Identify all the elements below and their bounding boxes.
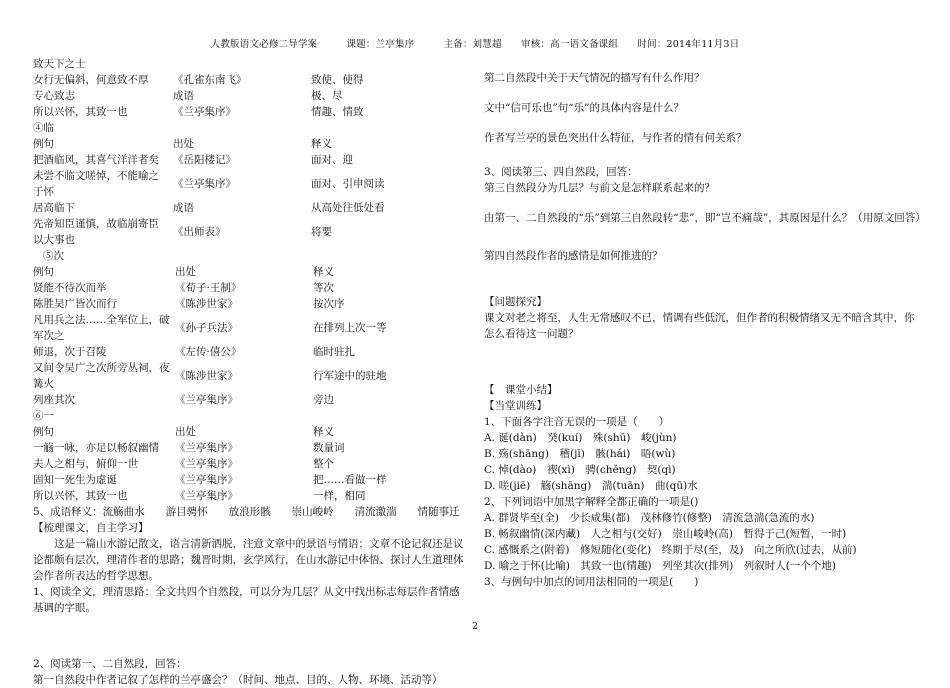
section-heading: ⑥一 xyxy=(33,410,54,422)
question-1: 1、阅读全文，理清思路：全文共四个自然段，可以分为几层？从文中找出标志每层作者情感基调的字眼。 xyxy=(33,586,460,614)
option-c: C. 感慨系之(附着) 修短随化(变化) 终期于尽(至，及) 向之所欣(过去，从前) xyxy=(484,544,857,556)
option-b: B. 畅叙幽情(深内藏) 人之相与(交好) 崇山峻岭(高) 暂得于己(短暂，一时) xyxy=(484,528,847,540)
option-c: C. 悼(dào) 禊(xì) 骋(chěng) 契(qì) xyxy=(484,464,676,476)
table-row: 专心致志 成语 极、尽 xyxy=(33,90,343,102)
page-number: 2 xyxy=(472,622,478,632)
question-2c: 文中“信可乐也”句“乐”的具体内容是什么？ xyxy=(484,102,684,114)
question-3b: 由第一、二自然段的“乐”到第三自然段转“悲”，即“岂不痛哉”，其原因是什么？（用原文回答） xyxy=(484,212,926,224)
question-2d: 作者写兰亭的景色突出什么特征，与作者的情有何关系？ xyxy=(484,132,747,144)
table-row: 陈胜吴广皆次而行 《陈涉世家》 按次序 xyxy=(33,298,345,310)
option-d: D. 喻之于怀(比喻) 其致一也(情趣) 列坐其次(排列) 列叙时人(一个个地) xyxy=(484,560,836,572)
table-row: 师退，次于召陵 《左传·僖公》 临时驻扎 xyxy=(33,346,355,358)
table-row: 夫人之相与，俯仰一世 《兰亭集序》 整个 xyxy=(33,458,334,470)
summary-title: 【 课堂小结】 xyxy=(484,384,558,396)
question-3a: 第三自然段分为几层？与前文是怎样联系起来的？ xyxy=(484,182,715,194)
table-row: 所以兴怀，其致一也 《兰亭集序》 一样，相同 xyxy=(33,490,366,502)
table-row: 女行无偏斜，何意致不厚 《孔雀东南飞》 致使、使得 xyxy=(33,74,364,86)
right-column xyxy=(484,70,924,590)
question-3: 3、阅读第三、四自然段，回答： xyxy=(484,166,638,178)
table-row: 固知一死生为虚诞 《兰亭集序》 把……看做一样 xyxy=(33,474,387,486)
practice-q1: 1、下面各字注音无误的一项是（ ） xyxy=(484,416,670,428)
question-3c: 第四自然段作者的感情是如何推进的？ xyxy=(484,250,663,262)
table-row: 一觞一咏，亦足以畅叙幽情 《兰亭集序》 数量词 xyxy=(33,442,345,454)
section-heading: ⑤次 xyxy=(43,250,64,262)
question-2a: 第一自然段中作者记叙了怎样的兰亭盛会？（时间、地点、目的、人物、环境、活动等） xyxy=(33,674,443,686)
question-2b: 第二自然段中关于天气情况的描写有什么作用？ xyxy=(484,72,705,84)
intro-paragraph: 这是一篇山水游记散文，语言清新洒脱，注意文章中的景语与情语；文章不论记叙还是议论都颇有层次，理清作者的思路；魏晋时期，玄学风行，在山水游记中体悟、探讨人生道理体会作者所表达的哲学思想。 xyxy=(33,538,464,582)
question-2: 2、阅读第一、二自然段，回答： xyxy=(33,658,187,670)
explore-text: 课文对老之将至，人生无常感叹不已，情调有些低沉，但作者的积极情绪又无不暗含其中，你怎么看待这一问题？ xyxy=(484,312,915,340)
option-b: B. 殇(shāng) 稽(jī) 骸(hái) 晤(wù) xyxy=(484,448,676,460)
left-column xyxy=(33,56,465,688)
table-header: 例句 出处 释义 xyxy=(33,138,332,150)
table-row: 把酒临风，其喜气洋洋者矣 《岳阳楼记》 面对、迎 xyxy=(33,154,353,166)
practice-q2: 2、下列词语中加黑字解释全都正确的一项是() xyxy=(484,496,699,508)
table-row: 列座其次 《兰亭集序》 旁边 xyxy=(33,394,334,406)
table-row: 所以兴怀，其致一也 《兰亭集序》 情趣、情致 xyxy=(33,106,364,118)
table-row: 居高临下 成语 从高处往低处看 xyxy=(33,202,385,214)
option-d: D. 嗟(jiē) 觞(shāng) 湍(tuān) 曲(qū)水 xyxy=(484,480,698,492)
option-a: A. 群贤毕至(全) 少长咸集(都) 茂林修竹(修整) 清流急湍(急流的水) xyxy=(484,512,815,524)
table-row: 又间令吴广之次所旁丛祠，夜篝火 《陈涉世家》 行军途中的驻地 xyxy=(33,362,387,390)
table-header: 例句 出处 释义 xyxy=(33,426,334,438)
table-row: 先帝知臣谨慎，故临崩寄臣以大事也 《出师表》 将要 xyxy=(33,218,332,246)
practice-q3: 3、与例句中加点的词用法相同的一项是( ) xyxy=(484,576,699,588)
page-header: 人教版语文必修二导学案 课题：兰亭集序 主备：刘慧超 审核：高一语文备课组 时间：2014年11月3日 xyxy=(210,39,740,50)
idiom-list: 5、成语释义：流觞曲水 游目骋怀 放浪形骸 崇山峻岭 清流激湍 情随事迁 xyxy=(33,506,460,518)
table-row: 贤能不待次而举 《荀子·王制》 等次 xyxy=(33,282,334,294)
text-line: 致天下之士 xyxy=(33,58,86,70)
practice-title: 【当堂训练】 xyxy=(484,400,547,412)
table-header: 例句 出处 释义 xyxy=(33,266,334,278)
explore-title: 【问题探究】 xyxy=(484,296,547,308)
option-a: A. 诞(dàn) 癸(kuí) 殊(shū) 峻(jùn) xyxy=(484,432,677,444)
section-title: 【梳理课文，自主学习】 xyxy=(33,522,149,534)
table-row: 未尝不临文嗟悼，不能喻之于怀 《兰亭集序》 面对、引申阅读 xyxy=(33,170,385,198)
table-row: 凡用兵之法……全军位上，破军次之 《孙子兵法》 在排列上次一等 xyxy=(33,314,387,342)
section-heading: ④临 xyxy=(33,122,54,134)
